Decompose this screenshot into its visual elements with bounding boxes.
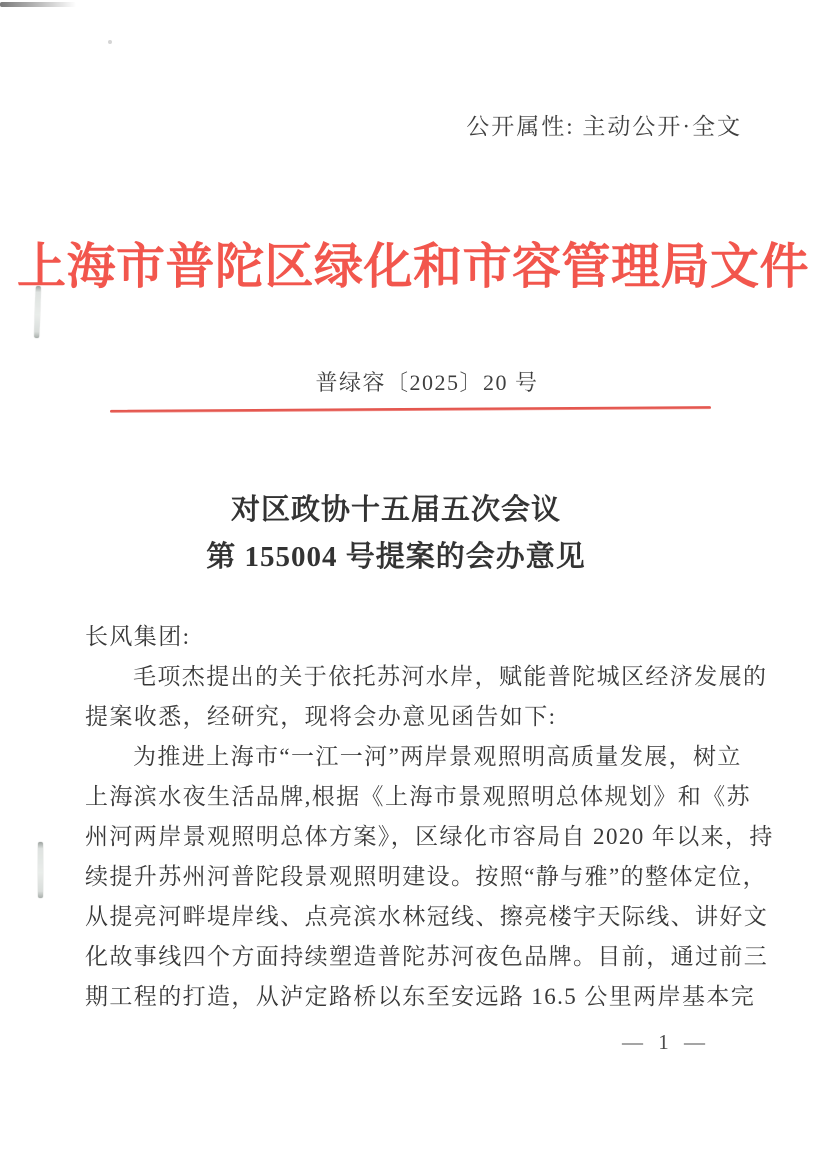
scan-speck-artifact [108, 40, 112, 44]
binder-mark-artifact [38, 842, 43, 898]
body-line: 续提升苏州河普陀段景观照明建设。按照“静与雅”的整体定位， [85, 864, 768, 889]
body-line: 从提亮河畔堤岸线、点亮滨水林冠线、擦亮楼宇天际线、讲好文 [85, 904, 769, 929]
body-line: 毛项杰提出的关于依托苏河水岸，赋能普陀城区经济发展的 [133, 664, 768, 689]
document-reference-number: 普绿容〔2025〕20 号 [315, 370, 539, 395]
body-line: 期工程的打造，从泸定路桥以东至安远路 16.5 公里两岸基本完 [85, 984, 756, 1009]
document-title-line2: 第 155004 号提案的会办意见 [206, 541, 586, 573]
body-line: 为推进上海市“一江一河”两岸景观照明高质量发展，树立 [133, 744, 742, 769]
body-line: 化故事线四个方面持续塑造普陀苏河夜色品牌。目前，通过前三 [85, 944, 769, 969]
disclosure-attribute-label: 公开属性: 主动公开·全文 [466, 114, 742, 139]
document-title-line1: 对区政协十五届五次会议 [230, 494, 561, 526]
body-line: 上海滨水夜生活品牌,根据《上海市景观照明总体规划》和《苏 [85, 784, 751, 809]
salutation-line: 长风集团: [85, 624, 191, 649]
page-number: — 1 — [622, 1030, 710, 1054]
scan-smudge-artifact [0, 2, 76, 7]
document-body [85, 617, 774, 1017]
body-line: 提案收悉，经研究，现将会办意见函告如下: [85, 704, 557, 729]
agency-letterhead-title: 上海市普陀区绿化和市容管理局文件 [16, 239, 809, 294]
document-title [0, 487, 809, 581]
red-divider-rule [110, 406, 711, 413]
body-line: 州河两岸景观照明总体方案》，区绿化市容局自 2020 年以来，持 [85, 824, 774, 849]
